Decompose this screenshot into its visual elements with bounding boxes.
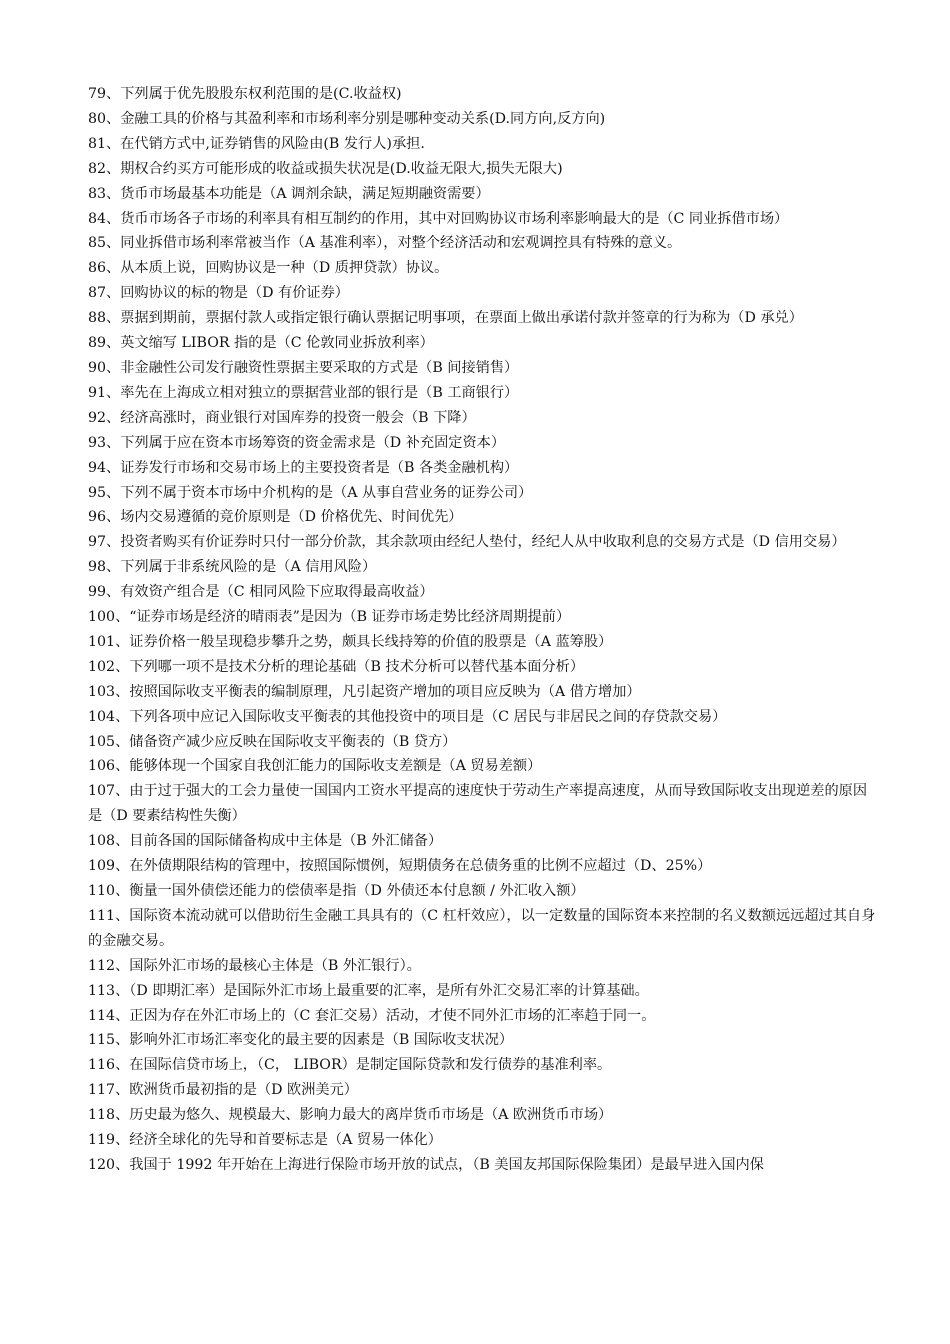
question-89: 89、英文缩写 LIBOR 指的是（C 伦敦同业拆放利率）: [88, 335, 434, 352]
question-90: 90、非金融性公司发行融资性票据主要采取的方式是（B 间接销售）: [88, 359, 519, 376]
question-79: 79、下列属于优先股股东权利范围的是(C.收益权): [88, 86, 402, 102]
question-83: 83、货币市场最基本功能是（A 调剂余缺，满足短期融资需要）: [88, 185, 490, 202]
question-92: 92、经济高涨时，商业银行对国库券的投资一般会（B 下降）: [88, 409, 476, 426]
question-86: 86、从本质上说，回购协议是一种（D 质押贷款）协议。: [88, 260, 449, 277]
question-84: 84、货币市场各子市场的利率具有相互制约的作用，其中对回购协议市场利率影响最大的是（C 同业拆借市场）: [88, 210, 789, 227]
question-106: 106、能够体现一个国家自我创汇能力的国际收支差额是（A 贸易差额）: [88, 758, 542, 775]
question-100: 100、“证券市场是经济的晴雨表”是因为（B 证券市场走势比经济周期提前）: [88, 609, 571, 626]
question-103: 103、按照国际收支平衡表的编制原理，凡引起资产增加的项目应反映为（A 借方增加）: [88, 683, 641, 700]
question-111: 111、国际资本流动就可以借助衍生金融工具具有的（C 杠杆效应），以一定数量的国际资本来控制的名义数额远远超过其自身的金融交易。: [88, 907, 876, 949]
question-109: 109、在外债期限结构的管理中，按照国际惯例，短期债务在总债务重的比例不应超过（D、25%）: [88, 858, 712, 875]
question-120: 120、我国于 1992 年开始在上海进行保险市场开放的试点，（B 美国友邦国际保险集团）是最早进入国内保: [88, 1156, 764, 1173]
question-104: 104、下列各项中应记入国际收支平衡表的其他投资中的项目是（C 居民与非居民之间的存贷款交易）: [88, 708, 727, 725]
question-99: 99、有效资产组合是（C 相同风险下应取得最高收益）: [88, 584, 434, 601]
question-93: 93、下列属于应在资本市场筹资的资金需求是（D 补充固定资本）: [88, 434, 506, 451]
document-body: [88, 82, 878, 1178]
question-87: 87、回购协议的标的物是（D 有价证券）: [88, 285, 349, 302]
question-108: 108、目前各国的国际储备构成中主体是（B 外汇储备）: [88, 833, 443, 850]
question-91: 91、率先在上海成立相对独立的票据营业部的银行是（B 工商银行）: [88, 384, 519, 401]
question-82: 82、期权合约买方可能形成的收益或损失状况是(D.收益无限大,损失无限大): [88, 160, 563, 177]
question-115: 115、影响外汇市场汇率变化的最主要的因素是（B 国际收支状况）: [88, 1032, 514, 1049]
question-85: 85、同业拆借市场利率常被当作（A 基准利率），对整个经济活动和宏观调控具有特殊的意义。: [88, 235, 682, 252]
question-95: 95、下列不属于资本市场中介机构的是（A 从事自营业务的证券公司）: [88, 484, 533, 501]
question-81: 81、在代销方式中,证券销售的风险由(B 发行人)承担.: [88, 135, 425, 152]
question-107: 107、由于过于强大的工会力量使一国国内工资水平提高的速度快于劳动生产率提高速度，从而导致国际收支出现逆差的原因是（D 要素结构性失衡）: [88, 783, 868, 825]
question-101: 101、证券价格一般呈现稳步攀升之势，颇具长线持筹的价值的股票是（A 蓝筹股）: [88, 633, 613, 650]
question-116: 116、在国际信贷市场上，（C， LIBOR）是制定国际贷款和发行债券的基准利率。: [88, 1057, 612, 1074]
question-112: 112、国际外汇市场的最核心主体是（B 外汇银行）。: [88, 957, 421, 974]
question-94: 94、证券发行市场和交易市场上的主要投资者是（B 各类金融机构）: [88, 459, 519, 476]
question-88: 88、票据到期前，票据付款人或指定银行确认票据记明事项，在票面上做出承诺付款并签章的行为称为（D 承兑）: [88, 310, 803, 327]
question-113: 113、（D 即期汇率）是国际外汇市场上最重要的汇率，是所有外汇交易汇率的计算基础。: [88, 982, 649, 999]
question-80: 80、金融工具的价格与其盈利率和市场利率分别是哪种变动关系(D.同方向,反方向): [88, 110, 606, 127]
question-105: 105、储备资产减少应反映在国际收支平衡表的（B 贷方）: [88, 733, 457, 750]
question-118: 118、历史最为悠久、规模最大、影响力最大的离岸货币市场是（A 欧洲货币市场）: [88, 1107, 613, 1124]
question-114: 114、正因为存在外汇市场上的（C 套汇交易）活动，才使不同外汇市场的汇率趋于同一。: [88, 1007, 656, 1024]
question-110: 110、衡量一国外债偿还能力的偿债率是指（D 外债还本付息额 / 外汇收入额）: [88, 883, 585, 899]
question-102: 102、下列哪一项不是技术分析的理论基础（B 技术分析可以替代基本面分析）: [88, 658, 585, 675]
question-98: 98、下列属于非系统风险的是（A 信用风险）: [88, 559, 377, 576]
question-97: 97、投资者购买有价证券时只付一部分价款，其余款项由经纪人垫付，经纪人从中收取利息的交易方式是（D 信用交易）: [88, 534, 846, 551]
question-96: 96、场内交易遵循的竞价原则是（D 价格优先、时间优先）: [88, 509, 463, 526]
question-117: 117、欧洲货币最初指的是（D 欧洲美元）: [88, 1082, 358, 1099]
question-119: 119、经济全球化的先导和首要标志是（A 贸易一体化）: [88, 1132, 442, 1149]
